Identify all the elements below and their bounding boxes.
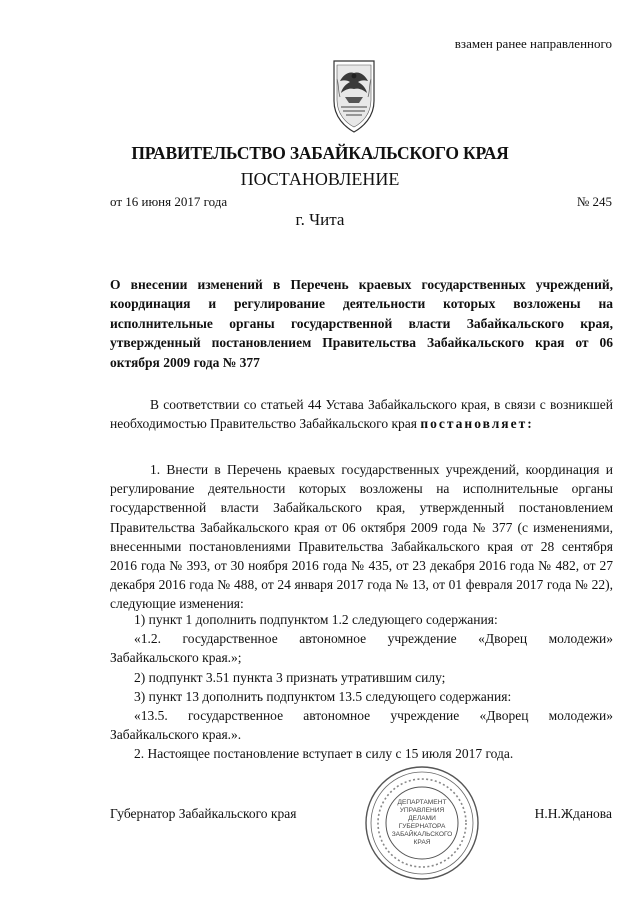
signatory-name: Н.Н.Жданова (534, 806, 612, 821)
stamp-line: ГУБЕРНАТОРА (398, 823, 446, 830)
decree-word: постановляет: (420, 416, 534, 432)
change-item: «13.5. государственное автономное учреждение «Дворец молодежи» Забайкальского края.». (110, 708, 613, 743)
official-stamp (363, 764, 481, 882)
stamp-line: ДЕПАРТАМЕНТ (397, 799, 447, 806)
change-item: «1.2. государственное автономное учреждение «Дворец молодежи» Забайкальского края.»; (110, 631, 613, 666)
change-item: 1) пункт 1 дополнить подпунктом 1.2 следующего содержания: (134, 612, 498, 627)
changes-list (110, 610, 613, 764)
change-item: 2) подпункт 3.51 пункта 3 признать утратившим силу; (134, 669, 446, 685)
government-title: ПРАВИТЕЛЬСТВО ЗАБАЙКАЛЬСКОГО КРАЯ (131, 143, 509, 163)
document-note: взамен ранее направленного (454, 36, 612, 51)
document-city: г. Чита (295, 210, 345, 229)
signatory-position: Губернатор Забайкальского края (110, 806, 297, 821)
preamble-text: В соответствии со статьей 44 Устава Забайкальского края, в связи с возникшей необходимостью Правительство Забайкальского края (110, 397, 613, 432)
change-item: 3) пункт 13 дополнить подпунктом 13.5 следующего содержания: (134, 688, 512, 704)
coat-of-arms-icon (331, 55, 377, 135)
item-2-paragraph: 2. Настоящее постановление вступает в силу с 15 июля 2017 года. (134, 746, 514, 762)
item-1-paragraph: 1. Внести в Перечень краевых государственных учреждений, координация и регулирование деятельности которых возложены на исполнительные органы государственной власти Забайкальского края, утвержденный постановлением Правительства Забайкальского края от 06 октября 2009 года № 377 (с изменениями, внесенными постановлениями Правительства Забайкальского края от 28 сентября 2016 года № 393, от 30 ноября 2016 года № 435, от 23 декабря 2016 года № 482, от 27 декабря 2016 года № 488, от 24 января 2017 года № 13, от 01 февраля 2017 года № 22), следующие изменения: (110, 462, 613, 612)
stamp-line: ЗАБАЙКАЛЬСКОГО (391, 831, 453, 838)
stamp-line: УПРАВЛЕНИЯ (399, 807, 445, 814)
stamp-line: ДЕЛАМИ (408, 815, 436, 822)
document-number: № 245 (576, 194, 612, 209)
preamble-paragraph (110, 395, 613, 433)
stamp-line: КРАЯ (413, 839, 431, 846)
document-date: от 16 июня 2017 года (110, 194, 228, 209)
document-subject: О внесении изменений в Перечень краевых государственных учреждений, координация и регулирование деятельности которых возложены на исполнительные органы государственной власти Забайкальского края, утвержденный постановлением Правительства Забайкальского края от 06 октября 2009 года № 377 (110, 277, 613, 370)
document-type: ПОСТАНОВЛЕНИЕ (240, 169, 400, 189)
